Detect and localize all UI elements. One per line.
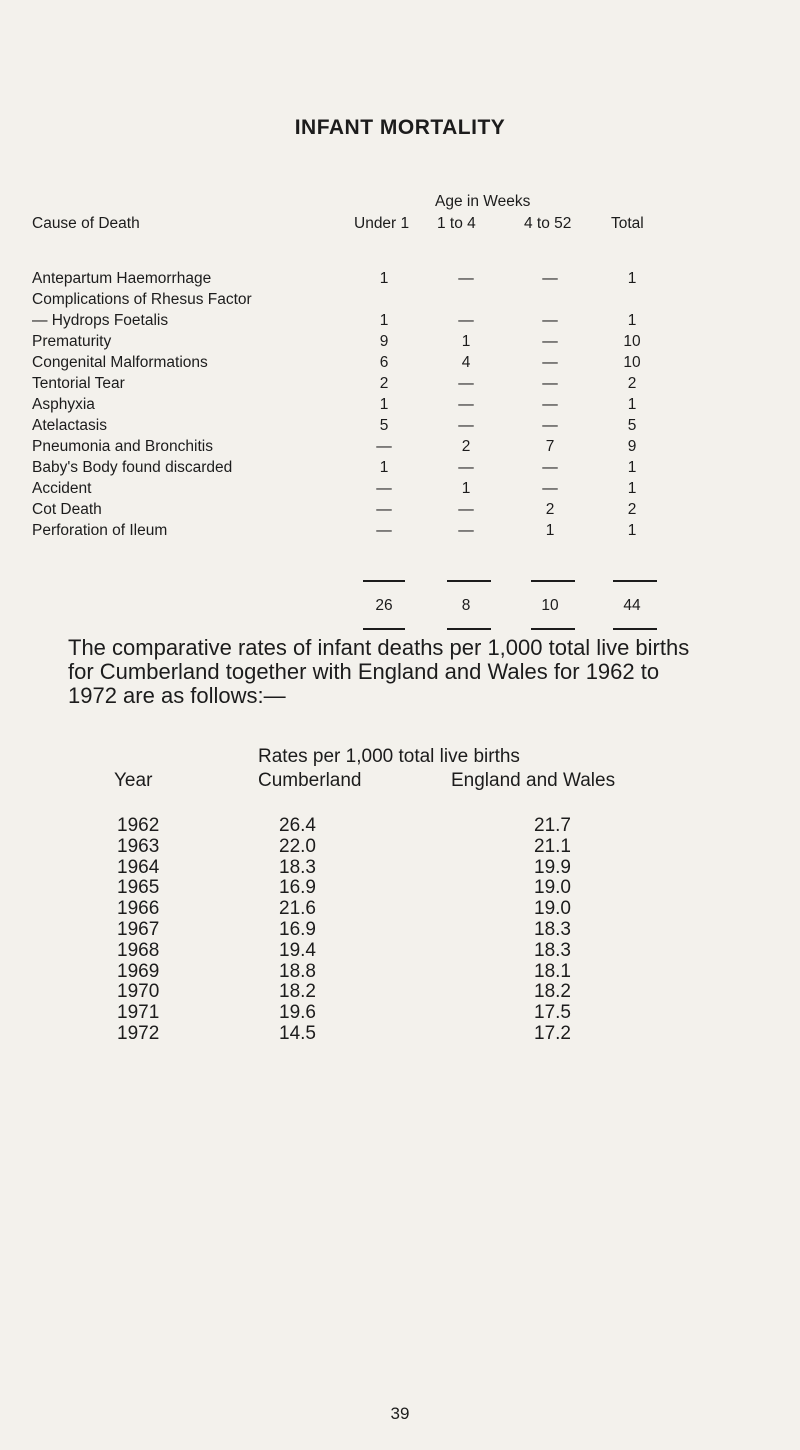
year-cell: 1970 <box>117 981 160 1002</box>
page-number: 39 <box>390 1404 410 1423</box>
count-cell: — <box>458 396 474 413</box>
year-cell: 1969 <box>117 961 160 982</box>
count-cell: — <box>542 354 558 371</box>
england-wales-rate-cell: 18.3 <box>534 940 571 961</box>
count-cell: 2 <box>627 501 637 518</box>
total-rule <box>363 580 405 582</box>
cause-of-death: Cot Death <box>32 501 102 518</box>
cumberland-rate-cell: 19.4 <box>279 940 316 961</box>
count-cell: — <box>458 270 474 287</box>
count-cell: 2 <box>461 438 471 455</box>
count-cell: — <box>376 501 392 518</box>
rates-group-header: Rates per 1,000 total live births <box>258 746 520 767</box>
year-cell: 1968 <box>117 940 160 961</box>
count-cell: — <box>376 438 392 455</box>
age-group-header: Age in Weeks <box>435 193 531 210</box>
count-cell: — <box>542 417 558 434</box>
cause-of-death: Accident <box>32 480 92 497</box>
count-cell: 5 <box>379 417 389 434</box>
year-cell: 1967 <box>117 919 160 940</box>
england-wales-rate-cell: 19.9 <box>534 857 571 878</box>
cause-of-death: Congenital Malformations <box>32 354 208 371</box>
year-cell: 1966 <box>117 898 160 919</box>
count-cell: 10 <box>623 333 641 350</box>
cumberland-rate-cell: 19.6 <box>279 1002 316 1023</box>
england-wales-rate-cell: 18.2 <box>534 981 571 1002</box>
count-cell: — <box>542 312 558 329</box>
column-header-cause: Cause of Death <box>32 215 140 232</box>
count-cell: — <box>542 459 558 476</box>
count-cell: — <box>542 480 558 497</box>
year-cell: 1965 <box>117 877 160 898</box>
count-cell: 1 <box>627 459 637 476</box>
count-cell: 10 <box>623 354 641 371</box>
column-header-cumberland: Cumberland <box>258 770 362 791</box>
cause-of-death: Prematurity <box>32 333 112 350</box>
page-title: INFANT MORTALITY <box>294 116 506 139</box>
england-wales-rate-cell: 19.0 <box>534 898 571 919</box>
total-rule <box>447 580 491 582</box>
column-header-under1: Under 1 <box>354 215 410 232</box>
count-cell: — <box>458 522 474 539</box>
column-header-total: Total <box>611 215 644 232</box>
total-under1: 26 <box>375 597 393 614</box>
count-cell: 2 <box>627 375 637 392</box>
count-cell: 1 <box>627 312 637 329</box>
cumberland-rate-cell: 18.3 <box>279 857 316 878</box>
cause-of-death: Pneumonia and Bronchitis <box>32 438 213 455</box>
count-cell: 1 <box>627 270 637 287</box>
cumberland-rate-cell: 14.5 <box>279 1023 316 1044</box>
count-cell: 1 <box>627 396 637 413</box>
count-cell: 1 <box>627 522 637 539</box>
year-cell: 1964 <box>117 857 160 878</box>
count-cell: 1 <box>461 333 471 350</box>
cause-of-death: Perforation of Ileum <box>32 522 168 539</box>
count-cell: — <box>458 501 474 518</box>
total-rule <box>613 628 657 630</box>
total-rule <box>531 628 575 630</box>
count-cell: — <box>542 396 558 413</box>
count-cell: 1 <box>379 270 389 287</box>
count-cell: — <box>458 312 474 329</box>
year-cell: 1962 <box>117 815 160 836</box>
cause-of-death: — Hydrops Foetalis <box>32 312 169 329</box>
count-cell: 1 <box>379 312 389 329</box>
count-cell: 1 <box>545 522 555 539</box>
count-cell: 1 <box>379 396 389 413</box>
count-cell: — <box>542 270 558 287</box>
cumberland-rate-cell: 18.2 <box>279 981 316 1002</box>
count-cell: — <box>458 417 474 434</box>
cause-of-death: Antepartum Haemorrhage <box>32 270 212 287</box>
column-header-4to52: 4 to 52 <box>524 215 572 232</box>
total-rule <box>447 628 491 630</box>
england-wales-rate-cell: 18.3 <box>534 919 571 940</box>
england-wales-rate-cell: 17.5 <box>534 1002 571 1023</box>
count-cell: — <box>542 333 558 350</box>
count-cell: 1 <box>461 480 471 497</box>
count-cell: — <box>458 375 474 392</box>
cause-of-death: Asphyxia <box>32 396 95 413</box>
count-cell: 2 <box>545 501 555 518</box>
cumberland-rate-cell: 21.6 <box>279 898 316 919</box>
cause-of-death: Atelactasis <box>32 417 107 434</box>
cause-of-death: Tentorial Tear <box>32 375 125 392</box>
england-wales-rate-cell: 21.1 <box>534 836 571 857</box>
england-wales-rate-cell: 21.7 <box>534 815 571 836</box>
cumberland-rate-cell: 22.0 <box>279 836 316 857</box>
count-cell: — <box>376 522 392 539</box>
total-1to4: 8 <box>461 597 471 614</box>
column-header-england-wales: England and Wales <box>451 770 616 791</box>
count-cell: — <box>542 375 558 392</box>
total-rule <box>363 628 405 630</box>
england-wales-rate-cell: 17.2 <box>534 1023 571 1044</box>
england-wales-rate-cell: 19.0 <box>534 877 571 898</box>
count-cell: 5 <box>627 417 637 434</box>
cause-of-death: Baby's Body found discarded <box>32 459 233 476</box>
count-cell: — <box>458 459 474 476</box>
total-rule <box>613 580 657 582</box>
cumberland-rate-cell: 18.8 <box>279 961 316 982</box>
year-cell: 1971 <box>117 1002 160 1023</box>
cumberland-rate-cell: 16.9 <box>279 919 316 940</box>
count-cell: 2 <box>379 375 389 392</box>
column-header-1to4: 1 to 4 <box>437 215 476 232</box>
year-cell: 1972 <box>117 1023 160 1044</box>
count-cell: 9 <box>379 333 389 350</box>
england-wales-rate-cell: 18.1 <box>534 961 571 982</box>
cumberland-rate-cell: 16.9 <box>279 877 316 898</box>
count-cell: 1 <box>379 459 389 476</box>
count-cell: 9 <box>627 438 637 455</box>
cause-of-death: Complications of Rhesus Factor <box>32 291 252 308</box>
intro-paragraph: The comparative rates of infant deaths per 1,000 total live births for Cumberland together with England and Wales for 1962 to 1972 are as follows:— <box>68 635 690 708</box>
count-cell: 6 <box>379 354 389 371</box>
count-cell: 4 <box>461 354 471 371</box>
total-rule <box>531 580 575 582</box>
year-cell: 1963 <box>117 836 160 857</box>
count-cell: 7 <box>545 438 555 455</box>
count-cell: 1 <box>627 480 637 497</box>
count-cell: — <box>376 480 392 497</box>
total-4to52: 10 <box>541 597 559 614</box>
cumberland-rate-cell: 26.4 <box>279 815 316 836</box>
total-total: 44 <box>623 597 641 614</box>
column-header-year: Year <box>114 770 153 791</box>
